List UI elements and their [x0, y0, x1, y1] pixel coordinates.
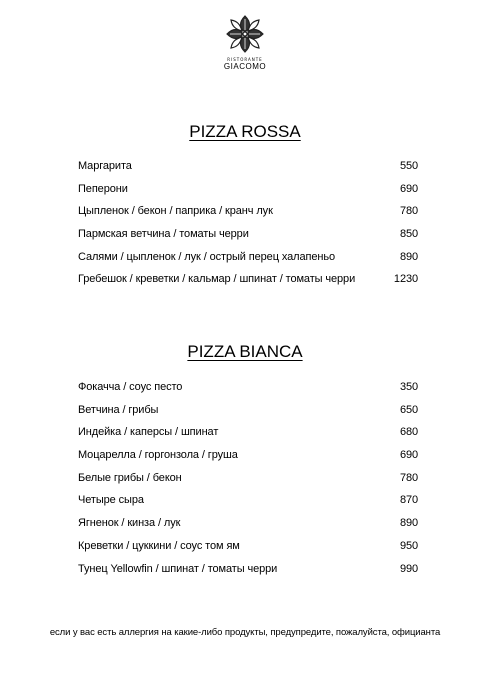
menu-item-price: 690 — [399, 449, 418, 462]
menu-list-pizza-rossa — [78, 160, 418, 296]
menu-item-price: 550 — [399, 160, 418, 172]
menu-item-name: Четыре сыра — [78, 494, 144, 507]
menu-item-name: Индейка / каперсы / шпинат — [78, 426, 219, 439]
menu-item — [78, 228, 418, 251]
menu-item-price: 850 — [399, 228, 418, 241]
menu-item-price: 690 — [399, 182, 418, 195]
menu-item — [78, 540, 418, 563]
menu-item-name: Фокачча / соус песто — [78, 381, 183, 393]
menu-item-name: Пармская ветчина / томаты черри — [78, 228, 249, 241]
menu-list-pizza-bianca — [78, 381, 418, 585]
allergy-note: если у вас есть аллергия на какие-либо продукты, предупредите, пожалуйста, официанта — [49, 627, 441, 638]
menu-item — [78, 381, 418, 404]
menu-item — [78, 273, 418, 296]
menu-item-price: 950 — [399, 539, 418, 552]
menu-item-name: Белые грибы / бекон — [78, 471, 182, 484]
menu-item — [78, 251, 418, 274]
menu-item-name: Салями / цыпленок / лук / острый перец халапеньо — [78, 250, 335, 263]
logo-tagline: RISTORANTE — [227, 57, 263, 62]
menu-item-name: Маргарита — [78, 160, 132, 172]
menu-item — [78, 449, 418, 472]
menu-item-price: 870 — [399, 494, 418, 507]
menu-item — [78, 494, 418, 517]
menu-item-price: 890 — [399, 250, 418, 263]
menu-item-name: Пеперони — [78, 182, 128, 195]
floral-cross-logo-icon — [223, 12, 267, 56]
restaurant-logo — [0, 12, 490, 71]
menu-item — [78, 160, 418, 183]
logo-name: GIACOMO — [223, 62, 267, 71]
menu-item-price: 1230 — [393, 273, 418, 286]
section-title-pizza-bianca: PIZZA BIANCA — [187, 342, 303, 361]
menu-item-price: 350 — [399, 381, 418, 393]
menu-item-name: Моцарелла / горгонзола / груша — [78, 449, 238, 462]
menu-item-price: 650 — [399, 403, 418, 416]
menu-item — [78, 426, 418, 449]
menu-item-name: Ветчина / грибы — [78, 403, 159, 416]
menu-item-price: 780 — [399, 471, 418, 484]
menu-item — [78, 517, 418, 540]
menu-item-price: 990 — [399, 562, 418, 575]
menu-item — [78, 563, 418, 586]
menu-item-name: Ягненок / кинза / лук — [78, 517, 181, 530]
menu-item-name: Гребешок / креветки / кальмар / шпинат / томаты черри — [78, 273, 356, 286]
menu-item-price: 680 — [399, 426, 418, 439]
menu-item-name: Креветки / цуккини / соус том ям — [78, 539, 240, 552]
menu-item — [78, 205, 418, 228]
menu-item-price: 780 — [399, 205, 418, 218]
menu-item-name: Цыпленок / бекон / паприка / кранч лук — [78, 205, 273, 218]
menu-item-name: Тунец Yellowfin / шпинат / томаты черри — [78, 562, 278, 575]
section-title-pizza-rossa: PIZZA ROSSA — [189, 122, 301, 141]
menu-item — [78, 183, 418, 206]
menu-item — [78, 472, 418, 495]
menu-item-price: 890 — [399, 517, 418, 530]
menu-item — [78, 404, 418, 427]
